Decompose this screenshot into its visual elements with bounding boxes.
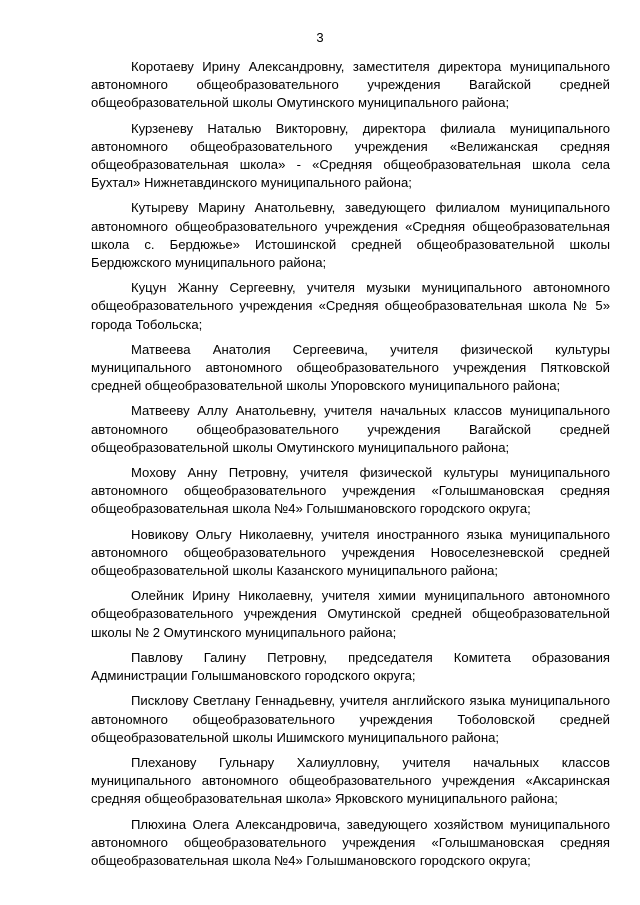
list-item: Плеханову Гульнару Халиулловну, учителя начальных классов муниципального автономного общеобразовательного учреждения «Аксаринская средняя общеобразовательная школа» Ярковского муниципального района; [91, 754, 610, 807]
list-item: Кутыреву Марину Анатольевну, заведующего филиалом муниципального автономного общеобразовательного учреждения «Средняя общеобразовательная школа с. Бердюжье» Истошинской средней общеобразовательной школы Бердюжского муниципального района; [91, 200, 610, 271]
list-item: Куцун Жанну Сергеевну, учителя музыки муниципального автономного общеобразовательного учреждения «Средняя общеобразовательная школа № 5» города Тобольска; [91, 280, 610, 332]
list-item: Мохову Анну Петровну, учителя физической культуры муниципального автономного общеобразовательного учреждения «Голышмановская средняя общеобразовательная школа №4» Голышмановского городского округа; [91, 465, 610, 517]
list-item: Писклову Светлану Геннадьевну, учителя английского языка муниципального автономного общеобразовательного учреждения Тоболовской средней общеобразовательной школы Ишимского муниципального района; [91, 693, 610, 745]
list-item: Матвеева Анатолия Сергеевича, учителя физической культуры муниципального автономного общеобразовательного учреждения Пятковской средней общеобразовательной школы Упоровского муниципального района; [91, 341, 610, 394]
list-item: Курзеневу Наталью Викторовну, директора филиала муниципального автономного общеобразовательного учреждения «Велижанская средняя общеобразовательная школа» - «Средняя общеобразовательная школа села Бухтал» Нижнетавдинского муниципального района; [91, 120, 610, 191]
list-item: Плюхина Олега Александровича, заведующего хозяйством муниципального автономного общеобразовательного учреждения «Голышмановская средняя общеобразовательная школа №4» Голышмановского городского округа; [91, 816, 610, 868]
list-item: Коротаеву Ирину Александровну, заместителя директора муниципального автономного общеобразовательного учреждения Вагайской средней общеобразовательной школы Омутинского муниципального района; [91, 59, 610, 111]
list-item: Матвееву Аллу Анатольевну, учителя начальных классов муниципального автономного общеобразовательного учреждения Вагайской средней общеобразовательной школы Омутинского муниципального района; [91, 403, 610, 455]
list-item: Павлову Галину Петровну, председателя Комитета образования Администрации Голышмановского городского округа; [91, 649, 610, 684]
list-item: Олейник Ирину Николаевну, учителя химии муниципального автономного общеобразовательного учреждения Омутинской средней общеобразовательной школы № 2 Омутинского муниципального района; [91, 588, 610, 640]
award-list [91, 58, 610, 877]
page-number: 3 [316, 30, 324, 45]
list-item: Новикову Ольгу Николаевну, учителя иностранного языка муниципального автономного общеобразовательного учреждения Новоселезневской средней общеобразовательной школы Казанского муниципального района; [91, 526, 610, 579]
